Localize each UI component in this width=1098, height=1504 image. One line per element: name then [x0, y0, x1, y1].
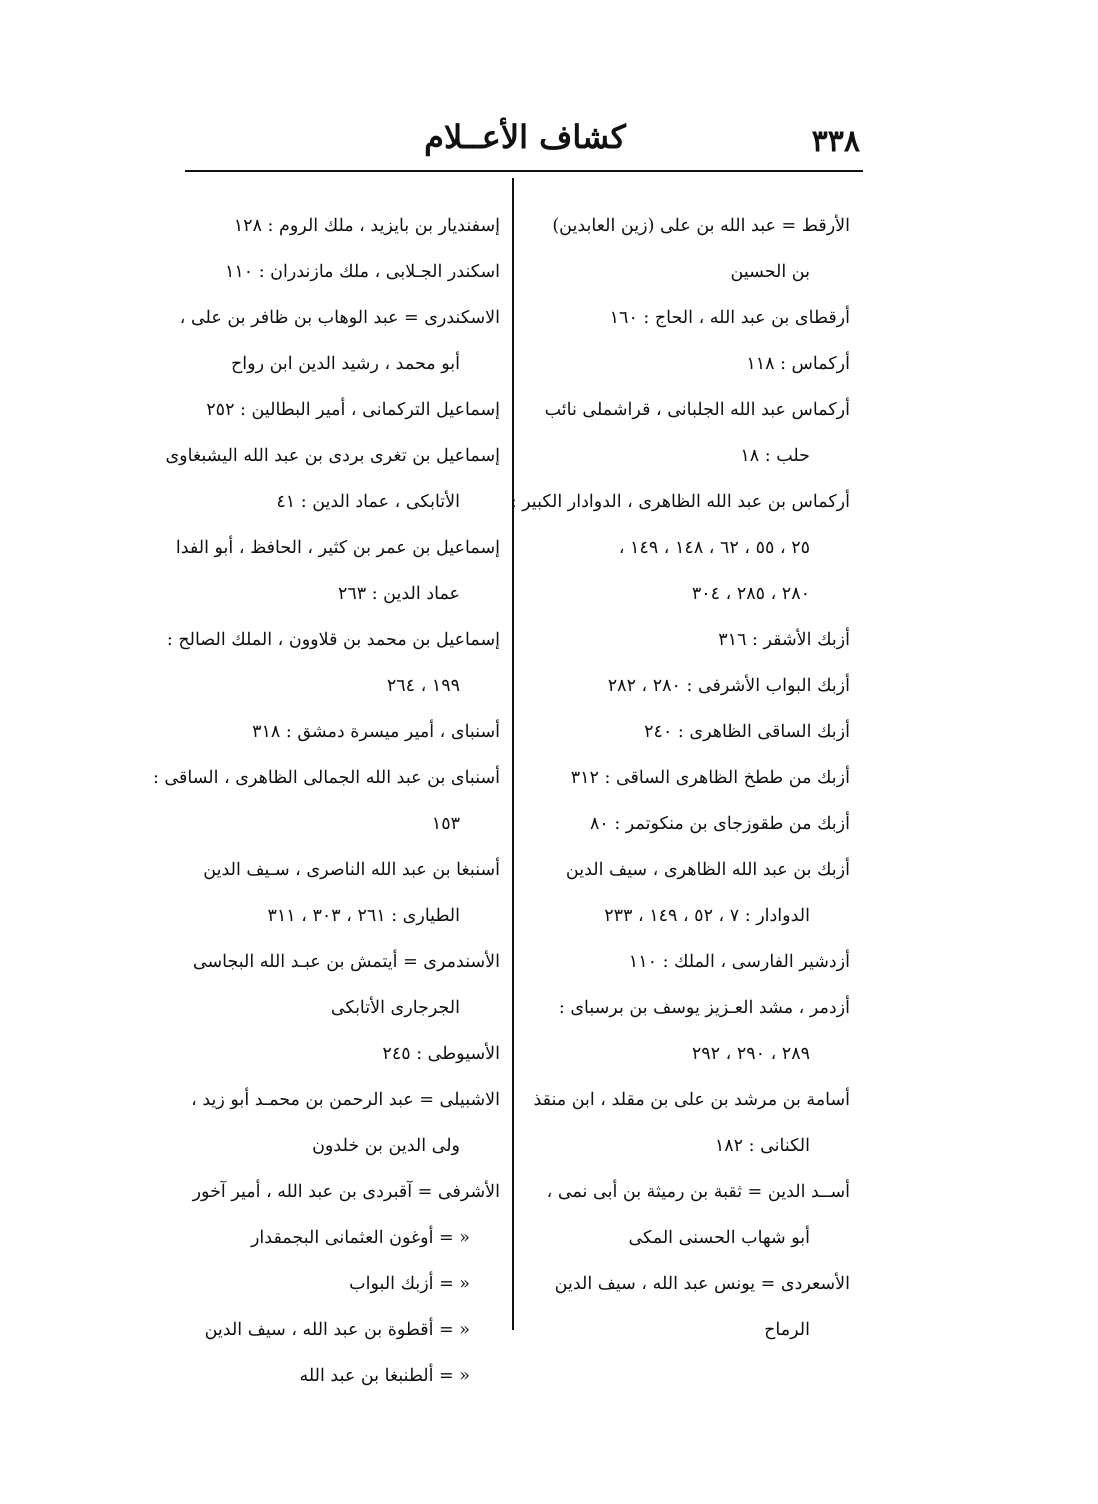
- index-entry: الأسيوطى : ٢٤٥: [382, 1044, 500, 1064]
- index-entry: « = أوغون العثمانى البجمقدار: [250, 1228, 470, 1248]
- index-entry: الاسكندرى = عبد الوهاب بن ظافر بن على ،: [179, 308, 500, 328]
- index-entry: « = ألطنبغا بن عبد الله: [299, 1366, 470, 1386]
- index-entry: أزبك من ططخ الظاهرى الساقى : ٣١٢: [570, 768, 850, 788]
- index-column-right: [510, 203, 850, 1353]
- index-entry: أسنباى بن عبد الله الجمالى الظاهرى ، الساقى :: [152, 768, 500, 788]
- index-entry: أســد الدين = ثقبة بن رميثة بن أبى نمى ،: [546, 1182, 850, 1202]
- index-entry-continuation: أبو محمد ، رشيد الدين ابن رواح: [230, 354, 460, 374]
- running-title: كشاف الأعــلام: [424, 118, 626, 156]
- index-entry-continuation: ١٩٩ ، ٢٦٤: [386, 676, 460, 696]
- index-entry-continuation: ٢٨٠ ، ٢٨٥ ، ٣٠٤: [691, 584, 810, 604]
- index-entry-continuation: ١٥٣: [431, 814, 460, 834]
- header-rule: [185, 170, 863, 172]
- index-entry: « = أقطوة بن عبد الله ، سيف الدين: [204, 1320, 470, 1340]
- index-entry: أرقطاى بن عبد الله ، الحاج : ١٦٠: [609, 308, 850, 328]
- column-divider: [512, 178, 514, 1330]
- index-entry: أزبك الساقى الظاهرى : ٢٤٠: [644, 722, 850, 742]
- index-entry-continuation: الكنانى : ١٨٢: [714, 1136, 810, 1156]
- index-entry-continuation: الطيارى : ٢٦١ ، ٣٠٣ ، ٣١١: [267, 906, 460, 926]
- index-entry: إسماعيل بن عمر بن كثير ، الحافظ ، أبو الفدا: [175, 538, 500, 558]
- index-entry-continuation: ٢٨٩ ، ٢٩٠ ، ٢٩٢: [691, 1044, 810, 1064]
- index-entry: أزبك بن عبد الله الظاهرى ، سيف الدين: [565, 860, 850, 880]
- index-entry-continuation: الرماح: [764, 1320, 810, 1340]
- index-entry: أسامة بن مرشد بن على بن مقلد ، ابن منقذ: [533, 1090, 850, 1110]
- index-entry: أزدمر ، مشد العـزيز يوسف بن برسباى :: [558, 998, 850, 1018]
- index-entry: أركماس : ١١٨: [746, 354, 850, 374]
- index-entry: إسماعيل التركمانى ، أمير البطالين : ٢٥٢: [206, 400, 500, 420]
- index-entry: الأرقط = عبد الله بن على (زين العابدين): [552, 216, 850, 236]
- index-entry: أركماس عبد الله الجلبانى ، قراشملى نائب: [544, 400, 850, 420]
- page-header: [190, 118, 860, 166]
- index-entry: الأسندمرى = أيتمش بن عبـد الله البجاسى: [192, 952, 500, 972]
- index-entry: الاشبيلى = عبد الرحمن بن محمـد أبو زيد ،: [191, 1090, 500, 1110]
- index-entry: إسماعيل بن محمد بن قلاوون ، الملك الصالح :: [166, 630, 500, 650]
- page-number: ٣٣٨: [811, 124, 860, 159]
- index-entry: اسكندر الجـلابى ، ملك مازندران : ١١٠: [224, 262, 500, 282]
- index-entry-continuation: حلب : ١٨: [740, 446, 810, 466]
- index-column-left: [152, 203, 500, 1399]
- index-entry: إسماعيل بن تغرى بردى بن عبد الله اليشبغاوى: [165, 446, 500, 466]
- index-entry: أزبك الأشقر : ٣١٦: [718, 630, 850, 650]
- index-entry: أزبك من طقوزجاى بن منكوتمر : ٨٠: [589, 814, 850, 834]
- index-entry-continuation: بن الحسين: [730, 262, 810, 282]
- index-entry-continuation: عماد الدين : ٢٦٣: [337, 584, 460, 604]
- index-entry-continuation: الدوادار : ٧ ، ٥٢ ، ١٤٩ ، ٢٣٣: [604, 906, 810, 926]
- index-entry-continuation: أبو شهاب الحسنى المكى: [628, 1228, 810, 1248]
- index-entry-continuation: الجرجارى الأتابكى: [330, 998, 460, 1018]
- index-entry: أسنبغا بن عبد الله الناصرى ، سـيف الدين: [203, 860, 500, 880]
- index-entry: « = أزبك البواب: [349, 1274, 470, 1294]
- index-entry: الأشرفى = آقبردى بن عبد الله ، أمير آخور: [192, 1182, 500, 1202]
- index-entry-continuation: ٢٥ ، ٥٥ ، ٦٢ ، ١٤٨ ، ١٤٩ ،: [618, 538, 810, 558]
- index-entry: إسفنديار بن بايزيد ، ملك الروم : ١٢٨: [233, 216, 500, 236]
- index-entry-continuation: ولى الدين بن خلدون: [312, 1136, 460, 1156]
- index-entry: أزبك البواب الأشرفى : ٢٨٠ ، ٢٨٢: [607, 676, 850, 696]
- index-entry: أزدشير الفارسى ، الملك : ١١٠: [628, 952, 850, 972]
- index-entry: أركماس بن عبد الله الظاهرى ، الدوادار الكبير :: [510, 492, 850, 512]
- index-entry: أسنباى ، أمير ميسرة دمشق : ٣١٨: [252, 722, 500, 742]
- index-entry: الأسعردى = يونس عبد الله ، سيف الدين: [554, 1274, 850, 1294]
- index-entry-continuation: الأتابكى ، عماد الدين : ٤١: [276, 492, 460, 512]
